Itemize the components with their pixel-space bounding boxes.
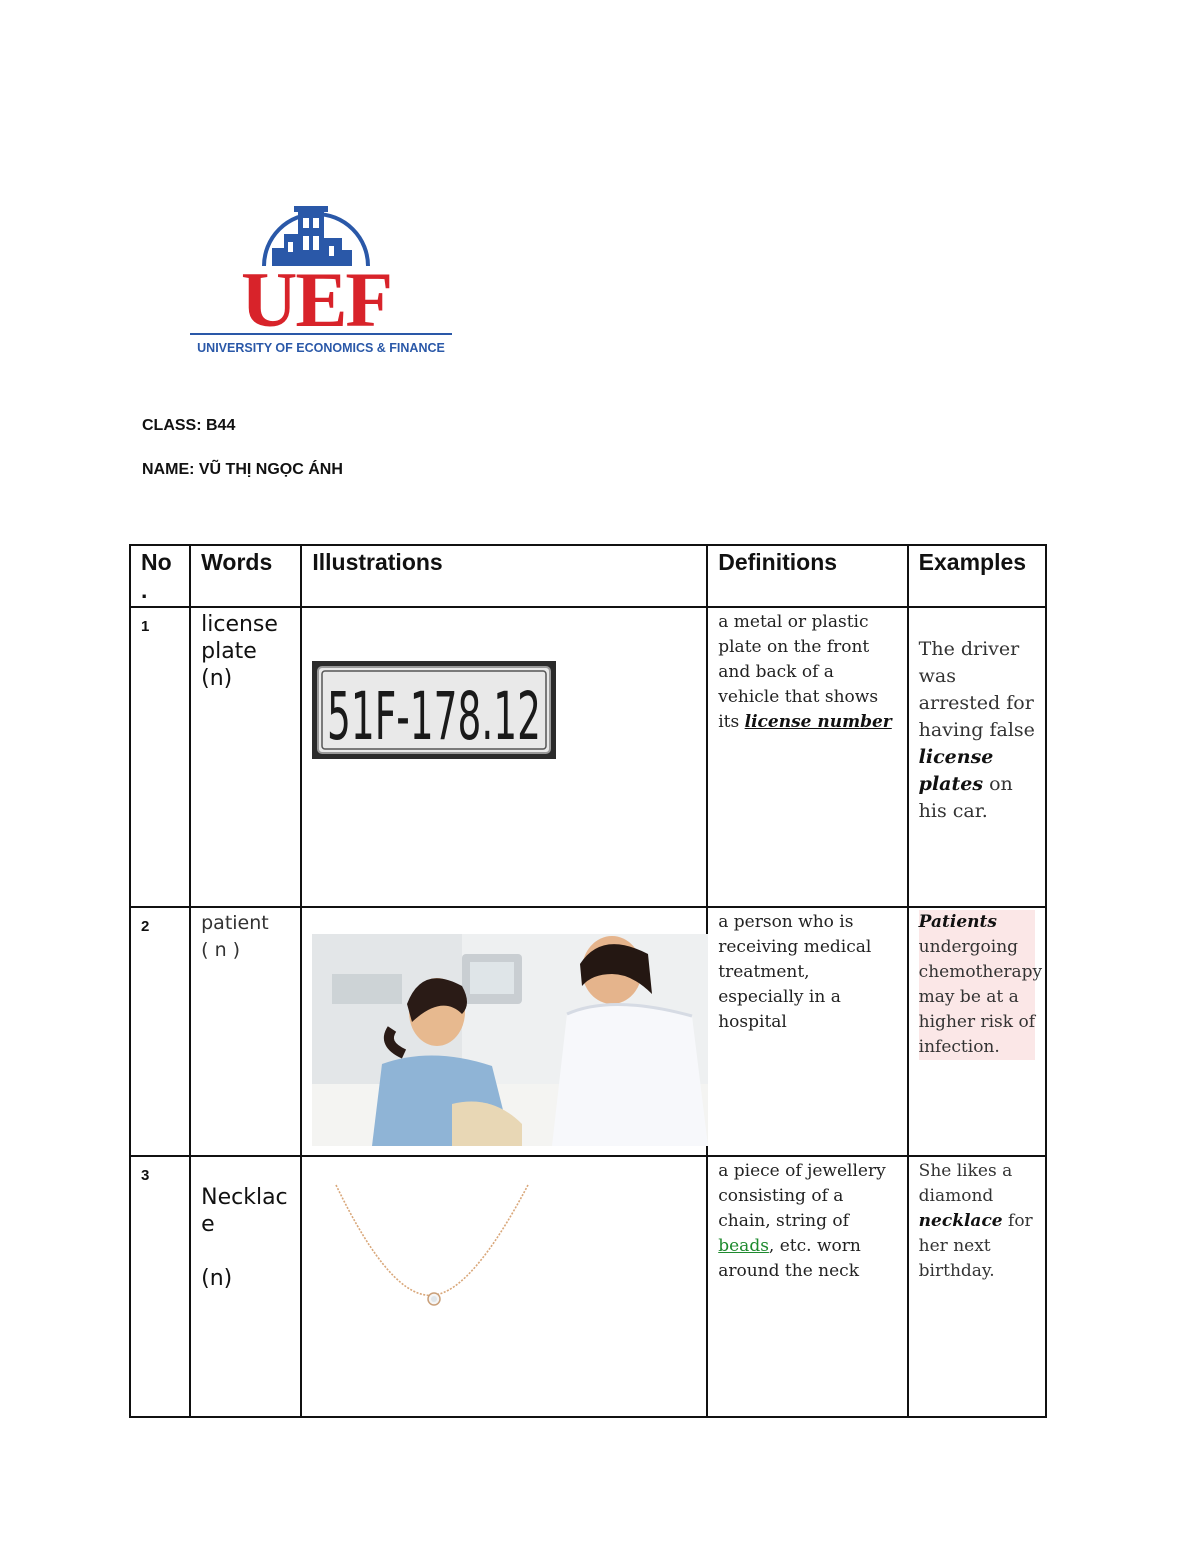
row-number-cell bbox=[130, 1156, 190, 1417]
word-text: Necklace bbox=[201, 1185, 288, 1237]
row-number: 3 bbox=[141, 1167, 150, 1184]
uef-logo-graphic bbox=[186, 178, 456, 358]
table-row bbox=[130, 907, 1046, 1156]
example-text: Patients undergoing chemotherapy may be at a higher risk of infection. bbox=[919, 910, 1035, 1060]
header-definitions: Definitions bbox=[707, 545, 907, 607]
illustration-cell bbox=[301, 1156, 707, 1417]
row-number-cell bbox=[130, 607, 190, 907]
table-row bbox=[130, 1156, 1046, 1417]
header-illustrations: Illustrations bbox=[301, 545, 707, 607]
license-number-link[interactable]: license number bbox=[744, 712, 892, 732]
beads-link[interactable]: beads bbox=[718, 1236, 769, 1256]
patient-photo-image bbox=[312, 934, 708, 1146]
word-cell bbox=[190, 607, 301, 907]
example-text: The driver was arrested for having false license plates on his car. bbox=[918, 638, 1035, 822]
header-words: Words bbox=[190, 545, 301, 607]
uef-logo bbox=[186, 178, 456, 358]
definition-cell bbox=[707, 907, 907, 1156]
name-line: NAME: VŨ THỊ NGỌC ÁNH bbox=[142, 461, 343, 478]
example-cell bbox=[908, 607, 1046, 907]
example-cell bbox=[908, 907, 1046, 1156]
illustration-cell bbox=[301, 607, 707, 907]
word-text: license plate (n) bbox=[201, 612, 278, 691]
part-of-speech: (n) bbox=[201, 1266, 233, 1291]
table-header-row bbox=[130, 545, 1046, 607]
row-number-cell bbox=[130, 907, 190, 1156]
definition-text: a person who is receiving medical treatment, especially in a hospital bbox=[718, 912, 872, 1032]
definition-text: a metal or plastic plate on the front and back of a vehicle that shows its license number bbox=[718, 612, 892, 732]
row-number: 2 bbox=[141, 918, 150, 935]
word-text: patient bbox=[201, 912, 269, 934]
necklace-image bbox=[332, 1181, 532, 1311]
vocabulary-table bbox=[129, 544, 1047, 1418]
class-line: CLASS: B44 bbox=[142, 417, 236, 434]
definition-text: a piece of jewellery consisting of a chain, string of beads, etc. worn around the neck bbox=[718, 1161, 886, 1281]
row-number: 1 bbox=[141, 618, 150, 635]
word-cell bbox=[190, 907, 301, 1156]
definition-cell bbox=[707, 1156, 907, 1417]
license-plate-image bbox=[312, 661, 556, 759]
header-no: No . bbox=[130, 545, 190, 607]
illustration-cell bbox=[301, 907, 707, 1156]
example-text: She likes a diamond necklace for her next birthday. bbox=[918, 1161, 1033, 1281]
part-of-speech: ( n ) bbox=[201, 939, 241, 961]
word-cell bbox=[190, 1156, 301, 1417]
example-cell bbox=[908, 1156, 1046, 1417]
svg-text:UEF: UEF bbox=[241, 256, 391, 343]
svg-text:51F-178.12: 51F-178.12 bbox=[327, 678, 542, 755]
definition-cell bbox=[707, 607, 907, 907]
table-row bbox=[130, 607, 1046, 907]
svg-text:UNIVERSITY OF ECONOMICS & FINA: UNIVERSITY OF ECONOMICS & FINANCE bbox=[197, 341, 445, 355]
header-examples: Examples bbox=[908, 545, 1046, 607]
